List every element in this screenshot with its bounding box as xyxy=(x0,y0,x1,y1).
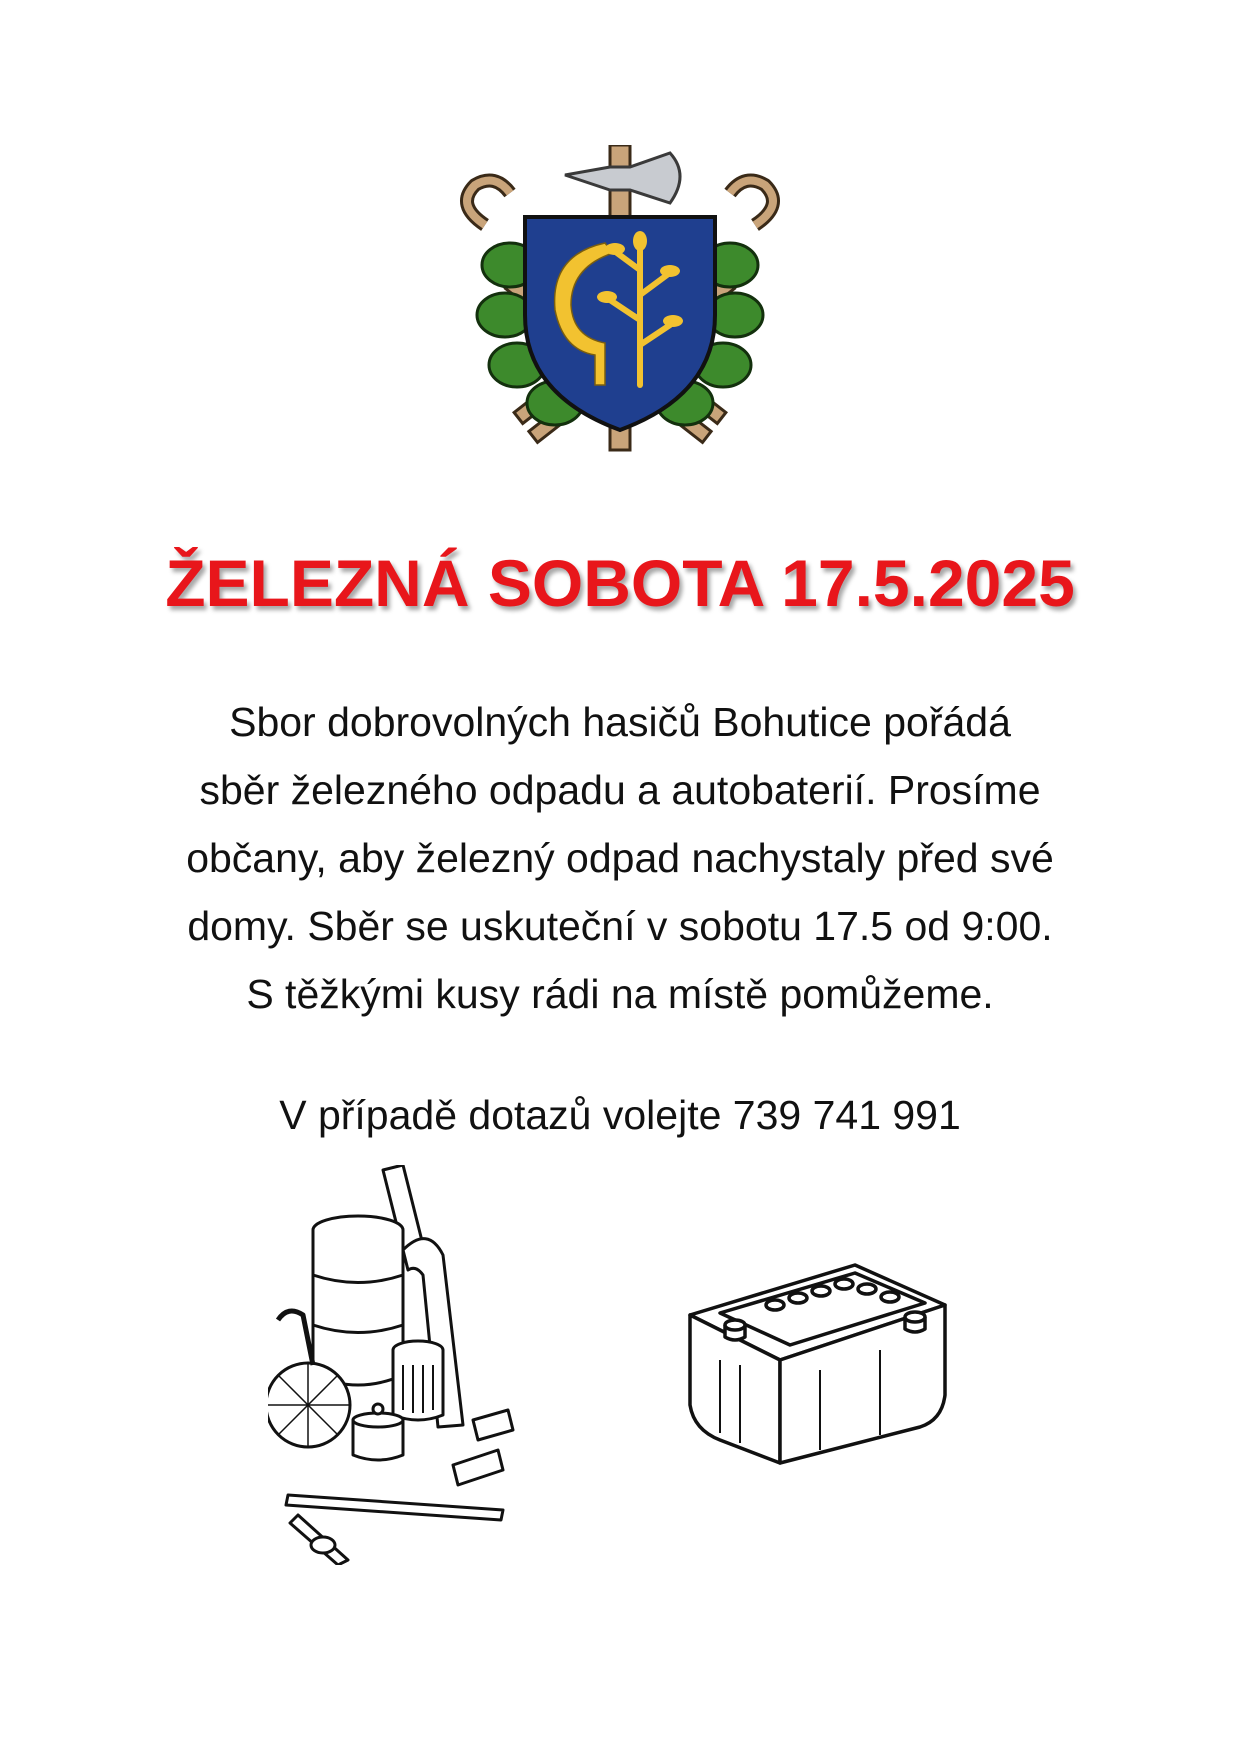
firefighter-emblem-icon xyxy=(455,145,785,455)
announcement-line: domy. Sběr se uskuteční v sobotu 17.5 od 9:00. xyxy=(187,903,1053,949)
announcement-line: sběr železného odpadu a autobaterií. Prosíme xyxy=(199,767,1041,813)
poster-title: ŽELEZNÁ SOBOTA 17.5.2025 xyxy=(165,546,1075,620)
scrap-metal-illustration-icon xyxy=(268,1165,548,1565)
announcement-line: občany, aby železný odpad nachystaly před své xyxy=(186,835,1054,881)
car-battery-illustration-icon xyxy=(680,1245,960,1485)
contact-line: V případě dotazů volejte 739 741 991 xyxy=(279,1092,961,1138)
announcement-line: S těžkými kusy rádi na místě pomůžeme. xyxy=(246,971,994,1017)
announcement-line: Sbor dobrovolných hasičů Bohutice pořádá xyxy=(229,699,1011,745)
announcement-text xyxy=(100,688,1140,1028)
